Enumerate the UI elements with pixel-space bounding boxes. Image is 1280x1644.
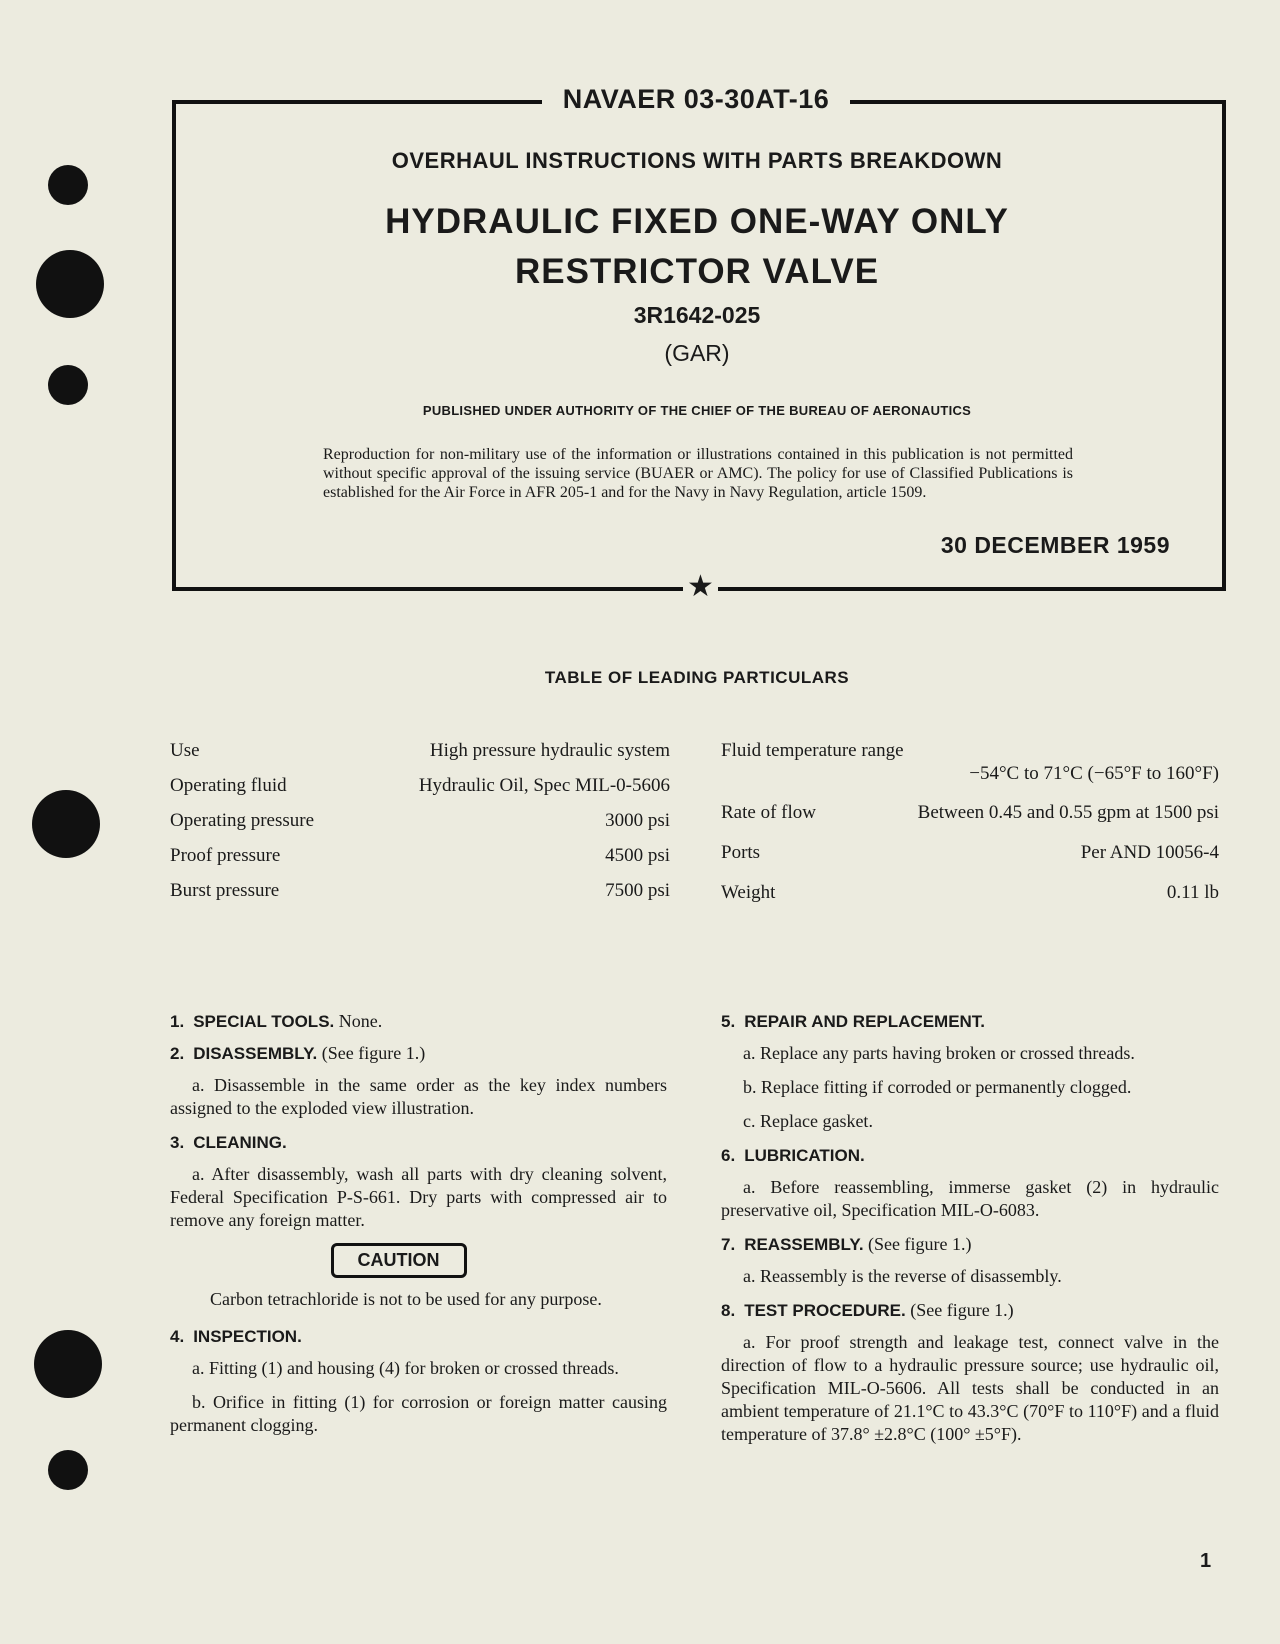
- reassembly-step-a: a. Reassembly is the reverse of disassembly.: [743, 1266, 1062, 1286]
- manufacturer-code: (GAR): [664, 340, 730, 366]
- procedure-column-left: [170, 1010, 667, 1448]
- spec-label: Operating pressure: [170, 810, 315, 831]
- reproduction-notice: Reproduction for non-military use of the information or illustrations contained in this publication is not permitted without specific approval of the issuing service (BUAER or AMC). The policy for use of Classified Publications is established for the Air Force in AFR 205-1 and for the Navy in Navy Regulation, article 1509.: [323, 446, 1073, 501]
- spec-row-use: [170, 740, 670, 770]
- spec-row-operating-pressure: [170, 810, 670, 840]
- spec-label: Fluid temperature range: [721, 740, 904, 761]
- spec-label: Rate of flow: [721, 802, 816, 823]
- binder-hole: [48, 1450, 88, 1490]
- spec-row-burst-pressure: [170, 880, 670, 910]
- authority-statement: PUBLISHED UNDER AUTHORITY OF THE CHIEF OF THE BUREAU OF AERONAUTICS: [422, 403, 972, 418]
- star-icon: ★: [683, 572, 718, 602]
- binder-hole: [48, 365, 88, 405]
- spec-value: High pressure hydraulic system: [429, 740, 670, 761]
- section-reassembly: 7. REASSEMBLY. (See figure 1.): [721, 1234, 972, 1254]
- spec-value: 3000 psi: [605, 810, 670, 831]
- inspection-step-b: b. Orifice in fitting (1) for corrosion or foreign matter causing permanent clogging.: [170, 1392, 667, 1435]
- section-cleaning: 3. CLEANING.: [170, 1133, 287, 1152]
- spec-value: Hydraulic Oil, Spec MIL-0-5606: [418, 775, 670, 796]
- spec-row-fluid-temperature: [721, 740, 1219, 790]
- particulars-heading: TABLE OF LEADING PARTICULARS: [544, 668, 850, 687]
- document-number: NAVAER 03-30AT-16: [562, 84, 830, 114]
- spec-value: 7500 psi: [605, 880, 670, 901]
- binder-hole: [34, 1330, 102, 1398]
- document-subtitle: OVERHAUL INSTRUCTIONS WITH PARTS BREAKDOWN: [391, 148, 1003, 173]
- spec-row-proof-pressure: [170, 845, 670, 875]
- frame-top-rule: [850, 100, 1222, 104]
- spec-value: 0.11 lb: [1166, 882, 1219, 903]
- test-step-a: a. For proof strength and leakage test, connect valve in the direction of flow to a hydraulic pressure source; use hydraulic oil, Specification MIL-O-5606. All tests shall be conducted in an ambient temperature of 21.1°C to 43.3°C (70°F to 110°F) and a fluid temperature of 37.8° ±2.8°C (100° ±5°F).: [721, 1332, 1219, 1444]
- publication-date: 30 DECEMBER 1959: [940, 532, 1170, 558]
- part-number: 3R1642-025: [633, 302, 761, 328]
- binder-hole: [48, 165, 88, 205]
- spec-row-weight: [721, 882, 1219, 912]
- repair-step-a: a. Replace any parts having broken or crossed threads.: [743, 1043, 1135, 1063]
- procedure-column-right: [721, 1010, 1219, 1457]
- spec-value: −54°C to 71°C (−65°F to 160°F): [969, 763, 1219, 784]
- spec-row-rate-of-flow: [721, 802, 1219, 832]
- section-repair-replacement: 5. REPAIR AND REPLACEMENT.: [721, 1012, 986, 1031]
- spec-value: Between 0.45 and 0.55 gpm at 1500 psi: [917, 802, 1219, 823]
- binder-hole: [36, 250, 104, 318]
- lubrication-step-a: a. Before reassembling, immerse gasket (2) in hydraulic preservative oil, Specification MIL-O-6083.: [721, 1177, 1219, 1220]
- spec-row-operating-fluid: [170, 775, 670, 805]
- section-inspection: 4. INSPECTION.: [170, 1327, 302, 1346]
- particulars-right-column: [721, 740, 1219, 915]
- caution-label: CAUTION: [331, 1243, 467, 1278]
- spec-value: 4500 psi: [605, 845, 670, 866]
- disassembly-step-a: a. Disassemble in the same order as the key index numbers assigned to the exploded view illustration.: [170, 1075, 667, 1118]
- section-test-procedure: 8. TEST PROCEDURE. (See figure 1.): [721, 1300, 1014, 1320]
- page-number: 1: [1200, 1550, 1212, 1572]
- repair-step-b: b. Replace fitting if corroded or permanently clogged.: [743, 1077, 1132, 1097]
- binder-hole: [32, 790, 100, 858]
- spec-label: Operating fluid: [170, 775, 287, 796]
- section-lubrication: 6. LUBRICATION.: [721, 1146, 865, 1165]
- section-special-tools: 1. SPECIAL TOOLS. None.: [170, 1011, 383, 1031]
- repair-step-c: c. Replace gasket.: [743, 1111, 873, 1131]
- caution-text: Carbon tetrachloride is not to be used for any purpose.: [210, 1289, 602, 1309]
- spec-label: Use: [170, 740, 200, 761]
- spec-label: Burst pressure: [170, 880, 280, 901]
- particulars-left-column: [170, 740, 670, 910]
- document-title-line1: HYDRAULIC FIXED ONE-WAY ONLY: [385, 202, 1009, 241]
- frame-top-rule: [172, 100, 542, 104]
- document-title-line2: RESTRICTOR VALVE: [514, 252, 880, 291]
- spec-label: Proof pressure: [170, 845, 281, 866]
- spec-value: Per AND 10056-4: [1080, 842, 1219, 863]
- spec-label: Weight: [721, 882, 776, 903]
- inspection-step-a: a. Fitting (1) and housing (4) for broken or crossed threads.: [192, 1358, 619, 1378]
- section-disassembly: 2. DISASSEMBLY. (See figure 1.): [170, 1043, 426, 1063]
- spec-label: Ports: [721, 842, 761, 863]
- cleaning-step-a: a. After disassembly, wash all parts with dry cleaning solvent, Federal Specification P-S-661. Dry parts with compressed air to remove any foreign matter.: [170, 1164, 667, 1230]
- spec-row-ports: [721, 842, 1219, 872]
